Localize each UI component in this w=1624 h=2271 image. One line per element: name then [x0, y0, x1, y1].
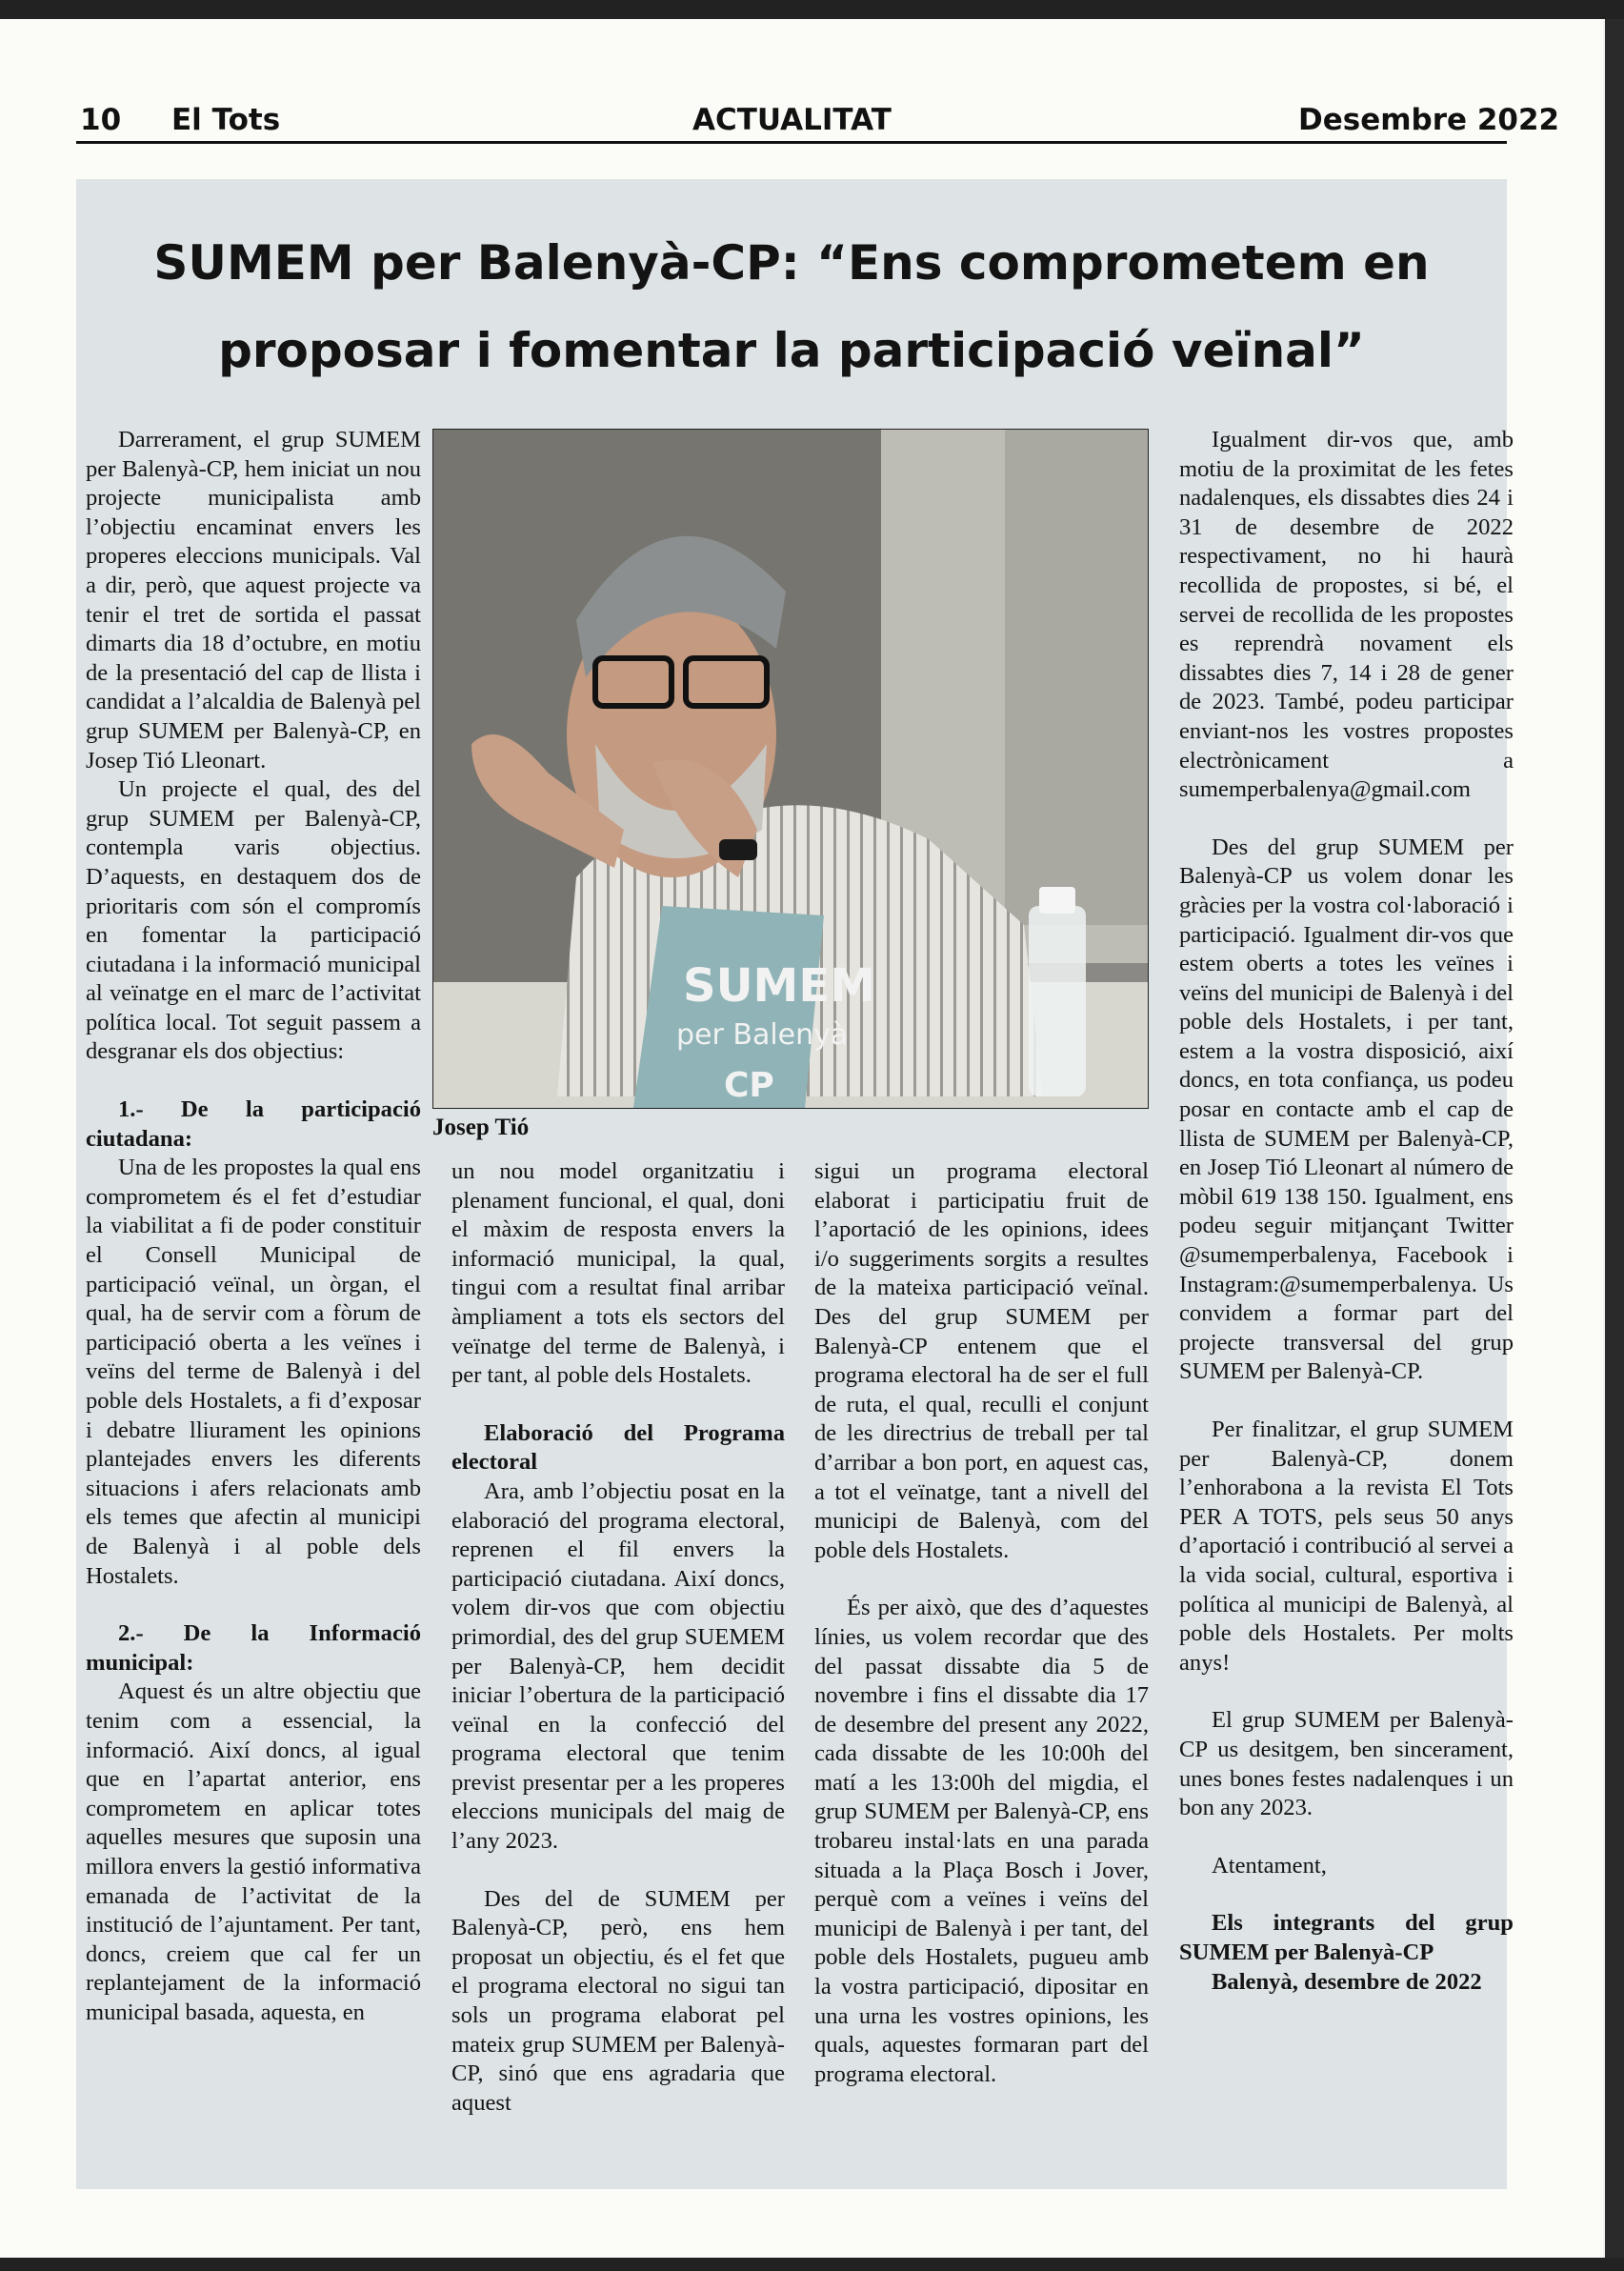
paragraph: un nou model organitzatiu i plenament funcional, el qual, doni el màxim de resposta envers la informació municipal, la qual, tingui com a resultat final arribar àmpliament a tots els sectors del veïnatge del terme de Balenyà, i per tant, al poble dels Hostalets.: [451, 1158, 785, 1389]
signature-place-date: Balenyà, desembre de 2022: [1212, 1968, 1482, 1995]
section-title: ACTUALITAT: [692, 103, 892, 137]
sign-text-cp: CP: [724, 1066, 774, 1105]
subheading: Elaboració del Programa electoral: [451, 1419, 785, 1476]
article-photo: [432, 429, 1149, 1109]
issue-date: Desembre 2022: [1298, 103, 1560, 137]
article-title: SUMEM per Balenyà-CP: “Ens comprometem en proposar i fomentar la participació veïnal”: [153, 235, 1430, 378]
scan-border-bottom: [0, 2258, 1624, 2271]
paragraph: Per finalitzar, el grup SUMEM per Balenyà-CP, donem l’enhorabona a la revista El Tots PER A TOTS, pels seus 50 anys d’aportació i contribució al servei a la vida social, cultural, esportiva i política al municipi de Balenyà, al poble dels Hostalets. Per molts anys!: [1179, 1417, 1514, 1676]
column-1: [86, 426, 421, 2027]
publication-name: El Tots: [171, 103, 281, 137]
paragraph: El grup SUMEM per Balenyà-CP us desitgem, ben sincerament, unes bones festes nadalenques i un bon any 2023.: [1179, 1707, 1514, 1821]
paragraph: Igualment dir-vos que, amb motiu de la proximitat de les fetes nadalenques, els dissabtes dies 24 i 31 de desembre de 2022 respectivament, no hi haurà recollida de propostes, si bé, el servei de recollida de les propostes es reprendrà novament els dissabtes dies 7, 14 i 28 de gener de 2023. També, podeu participar enviant-nos les vostres propostes electrònicament a sumemperbalenya@gmail.com: [1179, 427, 1514, 803]
sign-text-sumem: SUMEM: [683, 959, 875, 1013]
column-3: [814, 1157, 1149, 2089]
scan-border-top: [0, 0, 1624, 19]
paragraph: Des del grup SUMEM per Balenyà-CP us volem donar les gràcies per la vostra col·laboració i participació. Igualment dir-vos que estem oberts a totes les veïnes i veïns del municipi de Balenyà i del poble dels Hostalets, i per tant, estem a la vostra disposició, així doncs, en tota confiança, us podeu posar en contacte amb el cap de llista de SUMEM per Balenyà-CP, en Josep Tió Lleonart al número de mòbil 619 138 150. Igualment, ens podeu seguir mitjançant Twitter @sumemperbalenya, Facebook i Instagram:@sumemperbalenya. Us convidem a formar part del projecte transversal del grup SUMEM per Balenyà-CP.: [1179, 834, 1514, 1385]
paragraph: Una de les propostes la qual ens comprometem és el fet d’estudiar la viabilitat a fi de poder constituir el Consell Municipal de participació veïnal, un òrgan, el qual, ha de servir com a fòrum de participació oberta a les veïnes i veïns del terme de Balenyà i del poble dels Hostalets, a fi d’exposar i debatre lliurament les opinions plantejades envers les diferents situacions i afers relacionats amb els temes que afectin al municipi de Balenyà i al poble dels Hostalets.: [86, 1155, 421, 1589]
closing: Atentament,: [1212, 1852, 1327, 1879]
column-2: [451, 1157, 785, 2118]
column-4: [1179, 426, 1514, 1997]
header-rule: [76, 141, 1507, 144]
scan-border-right: [1605, 19, 1624, 2271]
signature: Els integrants del grup SUMEM per Balenyà-CP: [1179, 1910, 1514, 1965]
sign-text-balenya: per Balenyà: [676, 1018, 849, 1052]
paragraph: Un projecte el qual, des del grup SUMEM per Balenyà-CP, contempla varis objectius. D’aquests, en destaquem dos de prioritaris com són el compromís en fomentar la participació ciutadana i la informació municipal al veïnatge en el marc de l’activitat política local. Tot seguit passem a desgranar els dos objectius:: [86, 776, 421, 1065]
photo-caption: Josep Tió: [432, 1115, 530, 1140]
paragraph: Des del de SUMEM per Balenyà-CP, però, ens hem proposat un objectiu, és el fet que el programa electoral no sigui tan sols un programa elaborat pel mateix grup SUMEM per Balenyà-CP, sinó que ens agradaria que aquest: [451, 1885, 785, 2116]
paragraph: Darrerament, el grup SUMEM per Balenyà-CP, hem iniciat un nou projecte municipalista amb l’objectiu encaminat envers les properes eleccions municipals. Val a dir, però, que aquest projecte va tenir el tret de sortida el passat dimarts dia 18 d’octubre, en motiu de la presentació del cap de llista i candidat a l’alcaldia de Balenyà pel grup SUMEM per Balenyà-CP, en Josep Tió Lleonart.: [86, 427, 421, 774]
paragraph: És per això, que des d’aquestes línies, us volem recordar que des del passat dissabte dia 5 de novembre i fins el dissabte dia 17 de desembre del present any 2022, cada dissabte de les 10:00h del matí a les 13:00h del migdia, el grup SUMEM per Balenyà-CP, ens trobareu instal·lats en una parada situada a la Plaça Bosch i Jover, perquè com a veïnes i veïns del municipi de Balenyà i per tant, del poble dels Hostalets, pugueu amb la vostra participació, dipositar en una urna les vostres opinions, les quals, aquestes formaran part del programa electoral.: [814, 1595, 1149, 2087]
page-number: 10: [80, 103, 122, 137]
subheading: 2.- De la Informació municipal:: [86, 1620, 421, 1676]
photo-illustration: [433, 430, 1148, 1108]
paragraph: Ara, amb l’objectiu posat en la elaboració del programa electoral, reprenen el fil envers la participació ciutadana. Així doncs, volem dir-vos que com objectiu primordial, des del grup SUEMEM per Balenyà-CP, hem decidit iniciar l’obertura de la participació veïnal en la confecció del programa electoral que tenim previst presentar per a les properes eleccions municipals del maig de l’any 2023.: [451, 1477, 785, 1855]
paragraph: sigui un programa electoral elaborat i participatiu fruit de l’aportació de les opinions, idees i/o suggeriments sorgits a resultes de la mateixa participació veïnal. Des del grup SUMEM per Balenyà-CP entenem que el programa electoral ha de ser el full de ruta, el qual, reculli el conjunt de les directrius de treball per tal d’arribar a bon port, en aquest cas, a tot el veïnatge, tant a nivell del municipi de Balenyà, com del poble dels Hostalets.: [814, 1158, 1149, 1563]
subheading: 1.- De la participació ciutadana:: [86, 1096, 421, 1152]
paragraph: Aquest és un altre objectiu que tenim com a essencial, la informació. Així doncs, al igual que en l’apartat anterior, ens comprometem en aplicar totes aquelles mesures que suposin una millora envers la gestió informativa emanada de l’activitat de la institució de l’ajuntament. Per tant, doncs, creiem que cal fer un replantejament de la informació municipal basada, aquesta, en: [86, 1678, 421, 2025]
